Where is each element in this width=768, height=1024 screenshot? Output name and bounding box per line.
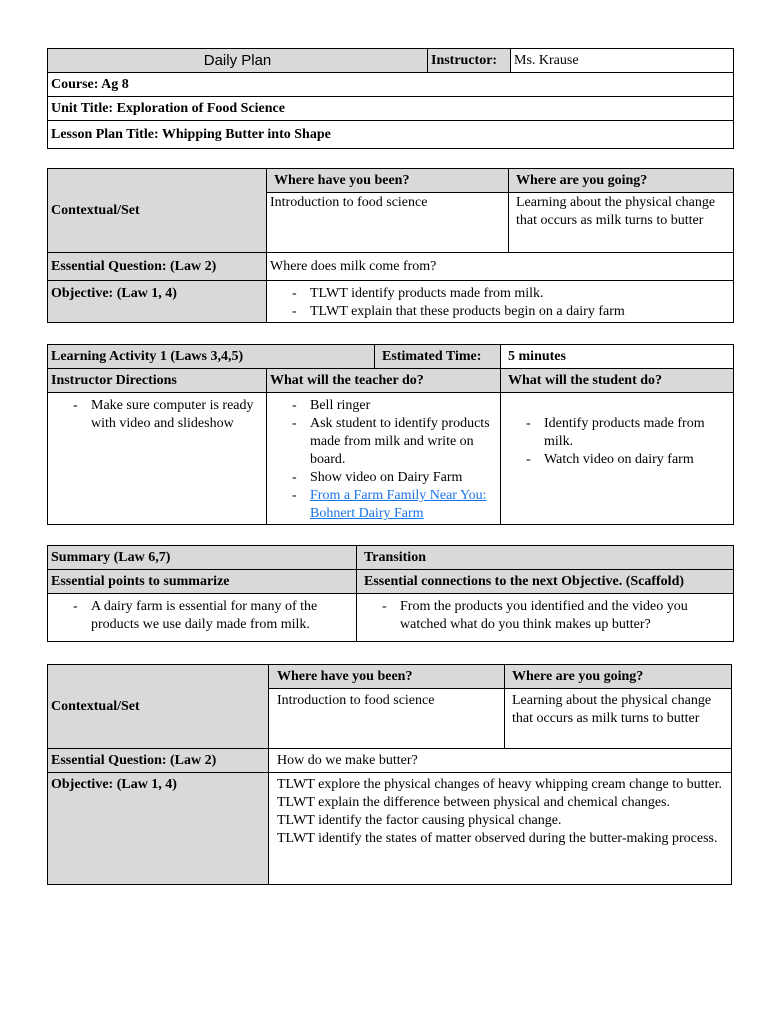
objective-list bbox=[270, 285, 730, 321]
been-text: Introduction to food science bbox=[269, 689, 505, 749]
unit-title: Unit Title: Exploration of Food Science bbox=[48, 97, 734, 121]
objective-item: - TLWT explain that these products begin on a dairy farm bbox=[270, 303, 730, 321]
lesson-title: Lesson Plan Title: Whipping Butter into Shape bbox=[48, 121, 734, 149]
objective-item: TLWT identify the factor causing physical change. bbox=[277, 813, 562, 828]
been-header: Where have you been? bbox=[269, 665, 505, 689]
going-text: Learning about the physical change that occurs as milk turns to butter bbox=[509, 193, 734, 253]
been-header: Where have you been? bbox=[267, 169, 509, 193]
connections-list bbox=[360, 598, 730, 634]
objective-item: TLWT explain the difference between physical and chemical changes. bbox=[277, 795, 670, 810]
objective-item: TLWT explore the physical changes of heavy whipping cream change to butter. bbox=[277, 777, 722, 792]
objective-label: Objective: (Law 1, 4) bbox=[48, 773, 269, 885]
estimated-time-label: Estimated Time: bbox=[375, 345, 501, 369]
teacher-header: What will the teacher do? bbox=[267, 369, 501, 393]
going-header: Where are you going? bbox=[505, 665, 732, 689]
header-table bbox=[47, 48, 734, 149]
contextual-label: Contextual/Set bbox=[48, 169, 267, 253]
instructor-directions-header: Instructor Directions bbox=[48, 369, 267, 393]
essential-question-label: Essential Question: (Law 2) bbox=[48, 253, 267, 281]
essential-question-label: Essential Question: (Law 2) bbox=[48, 749, 269, 773]
activity-title: Learning Activity 1 (Laws 3,4,5) bbox=[48, 345, 375, 369]
objective-item: TLWT identify the states of matter observed during the butter-making process. bbox=[277, 831, 718, 846]
activity-table bbox=[47, 344, 734, 525]
teacher-action-item: - Ask student to identify products made from milk and write on board. bbox=[270, 415, 497, 469]
summary-title: Summary (Law 6,7) bbox=[48, 546, 357, 570]
student-action-item: - Watch video on dairy farm bbox=[504, 451, 730, 469]
essential-question: Where does milk come from? bbox=[267, 253, 734, 281]
page-title: Daily Plan bbox=[48, 49, 428, 73]
connections-header: Essential connections to the next Objective. (Scaffold) bbox=[357, 570, 734, 594]
context-table-1 bbox=[47, 168, 734, 323]
teacher-link-item bbox=[270, 487, 497, 523]
transition-label: Transition bbox=[357, 546, 734, 570]
summary-point-item: - A dairy farm is essential for many of the products we use daily made from milk. bbox=[51, 598, 353, 634]
going-header: Where are you going? bbox=[509, 169, 734, 193]
teacher-actions-list bbox=[270, 397, 497, 523]
video-link[interactable]: From a Farm Family Near You: Bohnert Dairy Farm bbox=[310, 488, 487, 521]
objective-list bbox=[269, 773, 732, 885]
student-action-item: - Identify products made from milk. bbox=[504, 415, 730, 451]
contextual-label: Contextual/Set bbox=[48, 665, 269, 749]
student-actions-list bbox=[504, 415, 730, 469]
teacher-action-item: - Show video on Dairy Farm bbox=[270, 469, 497, 487]
instructor-label: Instructor: bbox=[428, 49, 511, 73]
teacher-action-item: - Bell ringer bbox=[270, 397, 497, 415]
essential-question: How do we make butter? bbox=[269, 749, 732, 773]
student-header: What will the student do? bbox=[501, 369, 734, 393]
been-text: Introduction to food science bbox=[267, 193, 509, 253]
instructor-direction-item: - Make sure computer is ready with video and slideshow bbox=[51, 397, 263, 433]
objective-item: - TLWT identify products made from milk. bbox=[270, 285, 730, 303]
connection-item: - From the products you identified and the video you watched what do you think makes up butter? bbox=[360, 598, 730, 634]
summary-points-header: Essential points to summarize bbox=[48, 570, 357, 594]
estimated-time: 5 minutes bbox=[501, 345, 734, 369]
going-text: Learning about the physical change that occurs as milk turns to butter bbox=[505, 689, 732, 749]
instructor-name: Ms. Krause bbox=[511, 49, 734, 73]
context-table-2 bbox=[47, 664, 732, 885]
instructor-directions-list bbox=[51, 397, 263, 433]
course-label: Course: Ag 8 bbox=[48, 73, 734, 97]
objective-label: Objective: (Law 1, 4) bbox=[48, 281, 267, 323]
summary-points-list bbox=[51, 598, 353, 634]
summary-table bbox=[47, 545, 734, 642]
